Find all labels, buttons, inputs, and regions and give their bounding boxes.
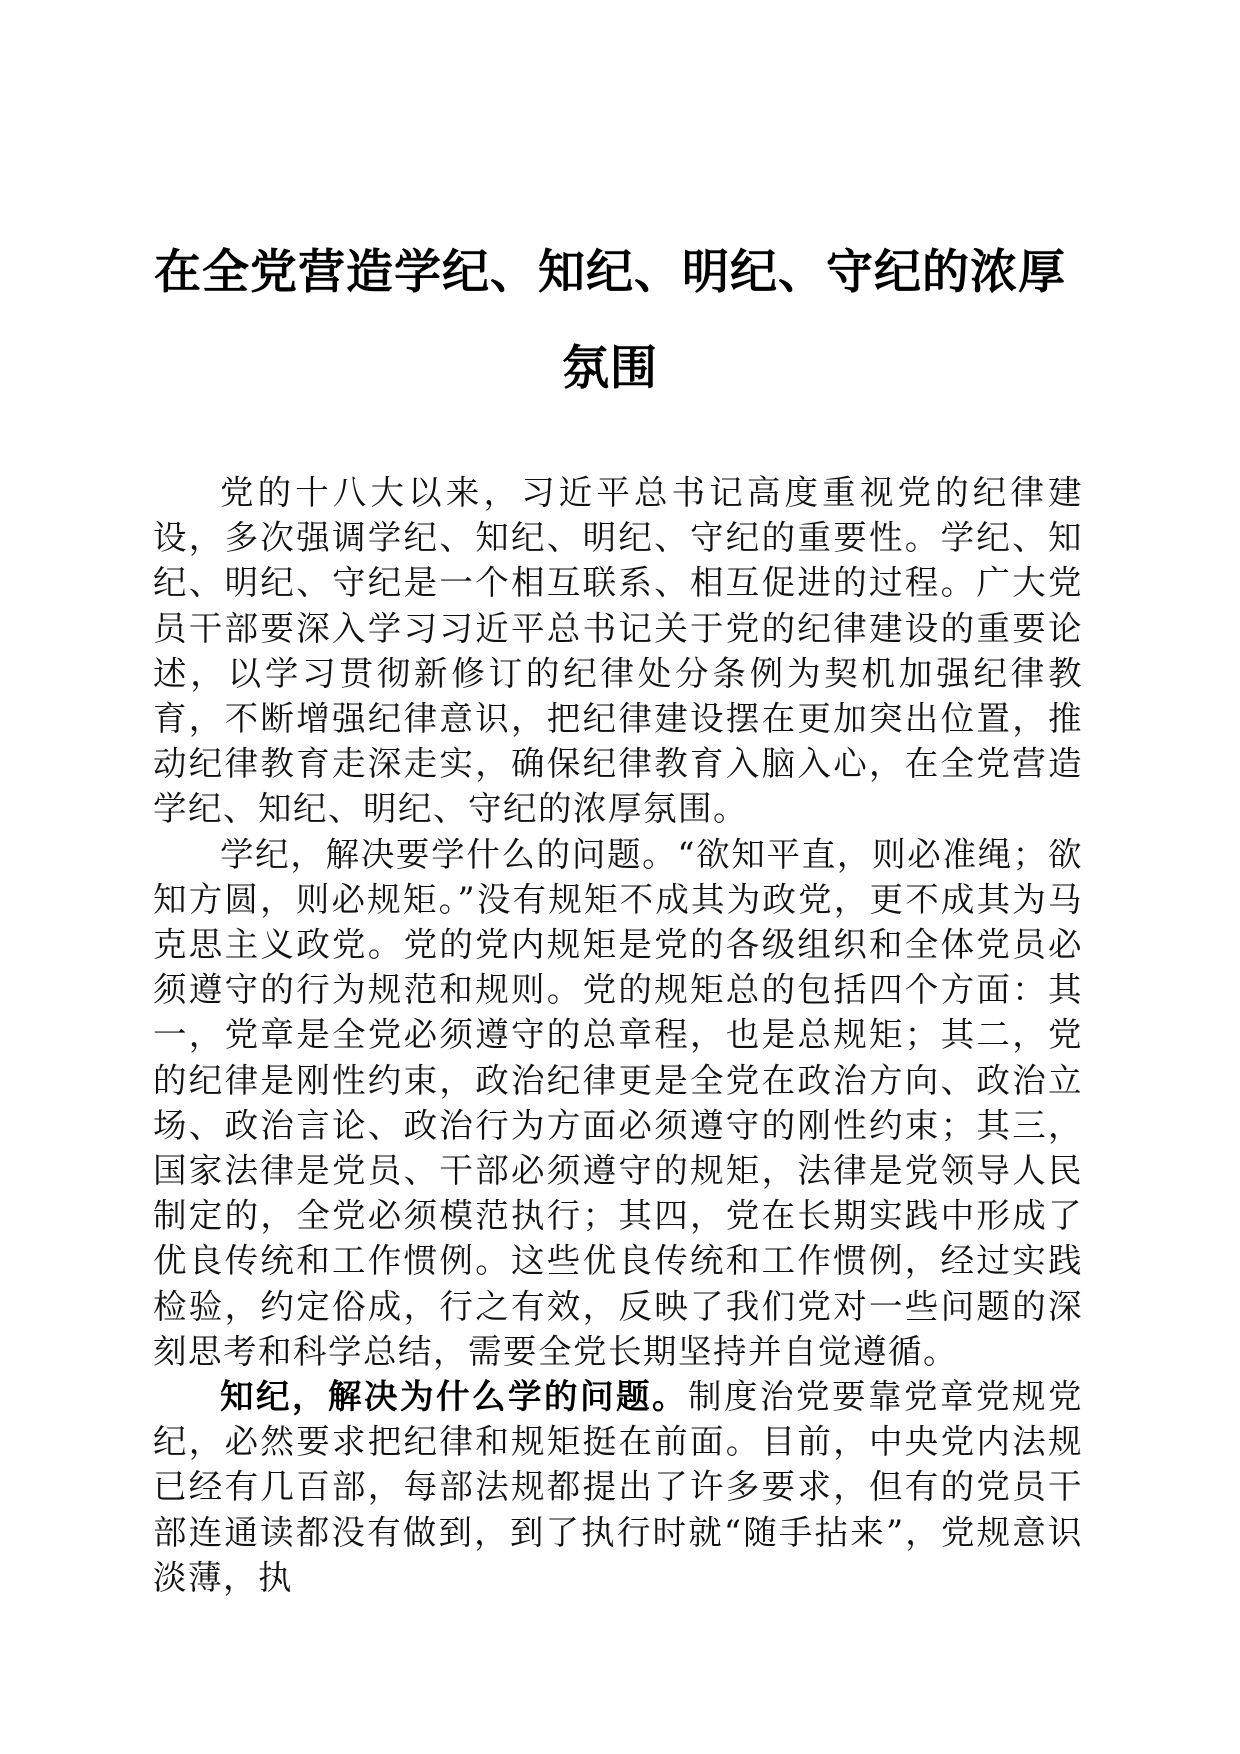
paragraph-zhiji — [153, 1374, 1083, 1600]
paragraph-text: 党的十八大以来，习近平总书记高度重视党的纪律建设，多次强调学纪、知纪、明纪、守纪的重要性。学纪、知纪、明纪、守纪是一个相互联系、相互促进的过程。广大党员干部要深入学习习近平总书记关于党的纪律建设的重要论述，以学习贯彻新修订的纪律处分条例为契机加强纪律教育，不断增强纪律意识，把纪律建设摆在更加突出位置，推动纪律教育走深走实，确保纪律教育入脑入心，在全党营造学纪、知纪、明纪、守纪的浓厚氛围。 — [153, 473, 1083, 829]
document-body — [153, 470, 1083, 1600]
paragraph-text: 制度治党要靠党章党规党纪，必然要求把纪律和规矩挺在前面。目前，中央党内法规已经有几百部，每部法规都提出了许多要求，但有的党员干部连通读都没有做到，到了执行时就“随手拈来”，党规意识淡薄，执 — [153, 1377, 1083, 1597]
paragraph-text: 学纪，解决要学什么的问题。“欲知平直，则必准绳；欲知方圆，则必规矩。”没有规矩不成其为政党，更不成其为马克思主义政党。党的党内规矩是党的各级组织和全体党员必须遵守的行为规范和规则。党的规矩总的包括四个方面：其一，党章是全党必须遵守的总章程，也是总规矩；其二，党的纪律是刚性约束，政治纪律更是全党在政治方向、政治立场、政治言论、政治行为方面必须遵守的刚性约束；其三，国家法律是党员、干部必须遵守的规矩，法律是党领导人民制定的，全党必须模范执行；其四，党在长期实践中形成了优良传统和工作惯例。这些优良传统和工作惯例，经过实践检验，约定俗成，行之有效，反映了我们党对一些问题的深刻思考和科学总结，需要全党长期坚持并自觉遵循。 — [153, 834, 1084, 1371]
document-title: 在全党营造学纪、知纪、明纪、守纪的浓厚氛围 — [154, 245, 1066, 396]
paragraph-xueji — [153, 832, 1083, 1374]
paragraph-intro — [153, 470, 1083, 832]
paragraph-lead-heading: 知纪，解决为什么学的问题。 — [220, 1377, 688, 1417]
